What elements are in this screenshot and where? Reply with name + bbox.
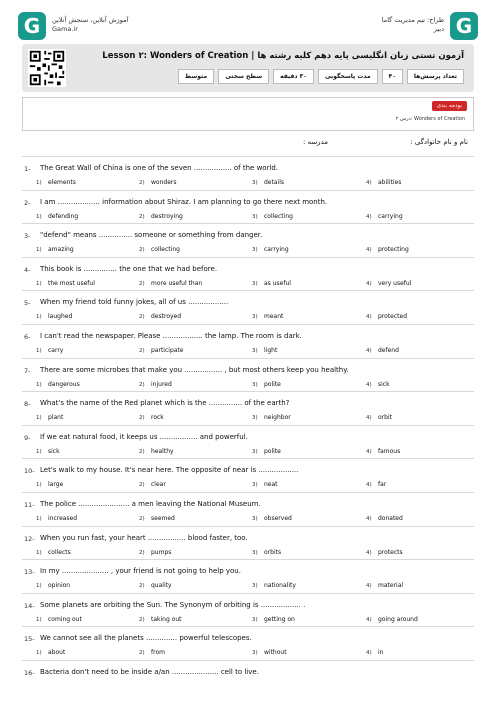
duration-value: ۳۰ دقیقه	[273, 69, 314, 84]
exam-meta	[178, 69, 464, 84]
option-text: getting on	[264, 615, 295, 623]
question-item	[22, 324, 474, 358]
option-text: details	[264, 179, 284, 186]
answer-option[interactable]	[139, 246, 180, 253]
option-text: amazing	[48, 246, 74, 254]
option-text: orbit	[378, 414, 392, 422]
option-text: pumps	[151, 548, 172, 556]
option-number: 1)	[36, 280, 42, 287]
option-text: abilities	[378, 179, 402, 186]
answer-option[interactable]	[36, 448, 60, 455]
question-item	[22, 391, 474, 425]
answer-option[interactable]	[139, 582, 172, 589]
exam-info-panel	[22, 44, 474, 92]
answer-option[interactable]	[252, 179, 284, 186]
option-number: 4)	[366, 616, 372, 623]
option-text: observed	[264, 514, 292, 522]
option-number: 2)	[139, 650, 145, 657]
option-number: 3)	[252, 650, 258, 657]
question-number: 1-	[24, 165, 31, 173]
answer-option[interactable]	[139, 381, 172, 388]
option-number: 2)	[139, 482, 145, 489]
question-text: I am ................... information about Shiraz. I am planning to go there next month.	[40, 197, 328, 206]
option-text: defend	[378, 346, 399, 354]
option-number: 3)	[252, 583, 258, 590]
option-number: 4)	[366, 515, 372, 522]
answer-option[interactable]	[139, 313, 181, 320]
option-text: material	[378, 582, 404, 590]
answer-option[interactable]	[36, 280, 95, 287]
option-number: 1)	[36, 213, 42, 220]
option-number: 2)	[139, 247, 145, 254]
option-text: orbits	[264, 548, 282, 556]
question-number: 7-	[24, 366, 31, 375]
answer-option[interactable]	[36, 246, 74, 253]
question-item	[22, 190, 474, 224]
option-text: collecting	[151, 246, 180, 254]
option-text: injured	[151, 380, 172, 388]
option-number: 4)	[366, 314, 372, 321]
question-number: 14-	[24, 601, 35, 610]
option-number: 1)	[36, 650, 42, 657]
answer-option[interactable]	[36, 347, 63, 354]
option-number: 4)	[366, 448, 372, 455]
option-number: 2)	[139, 583, 145, 590]
option-number: 1)	[36, 549, 42, 556]
question-text: "defend" means ............... someone or something from danger.	[40, 231, 263, 240]
answer-option[interactable]	[366, 616, 418, 623]
question-list	[22, 156, 474, 694]
question-number: 15-	[24, 635, 35, 644]
option-number: 4)	[366, 247, 372, 254]
question-number: 8-	[24, 400, 31, 409]
option-number: 1)	[36, 415, 42, 422]
option-number: 3)	[252, 515, 258, 522]
option-text: destroying	[151, 212, 183, 220]
answer-option[interactable]	[366, 515, 403, 522]
question-text: This book is ............... the one that we had before.	[40, 264, 218, 273]
question-text: I can't read the newspaper. Please .................. the lamp. The room is dark.	[40, 331, 302, 340]
answer-option[interactable]	[366, 347, 399, 354]
option-number: 3)	[252, 247, 258, 254]
option-number: 4)	[366, 415, 372, 422]
option-text: protects	[378, 548, 403, 556]
option-number: 1)	[36, 448, 42, 455]
option-text: plant	[48, 414, 64, 422]
option-text: seemed	[151, 514, 175, 522]
option-text: rock	[151, 414, 164, 422]
answer-option[interactable]	[252, 347, 277, 354]
answer-option[interactable]	[252, 515, 292, 522]
answer-option[interactable]	[252, 549, 281, 556]
option-text: in	[378, 649, 384, 657]
question-item	[22, 559, 474, 593]
option-text: polite	[264, 447, 281, 455]
option-number: 3)	[252, 549, 258, 556]
answer-option[interactable]	[252, 582, 296, 589]
option-text: taking out	[151, 615, 182, 623]
question-number: 2-	[24, 198, 31, 207]
answer-option[interactable]	[252, 616, 295, 623]
answer-option[interactable]	[36, 481, 63, 488]
qr-code-icon[interactable]	[28, 49, 66, 87]
option-number: 3)	[252, 213, 258, 220]
option-number: 4)	[366, 213, 372, 220]
question-number: 5-	[24, 299, 31, 308]
answer-option[interactable]	[36, 313, 72, 320]
brand-site[interactable]: Gama.ir	[52, 25, 78, 33]
answer-option[interactable]	[252, 414, 291, 421]
question-item	[22, 593, 474, 627]
question-text: There are some microbes that make you ................. , but most others keep you healthy.	[40, 365, 349, 374]
lesson-label: درس ۲: Wonders of Creation	[395, 116, 465, 122]
question-number: 4-	[24, 265, 31, 274]
answer-option[interactable]	[252, 448, 281, 455]
answer-option[interactable]	[36, 213, 78, 220]
question-item	[22, 425, 474, 459]
option-number: 2)	[139, 616, 145, 623]
difficulty-label: سطح سختی	[218, 69, 269, 84]
option-text: carrying	[264, 246, 289, 254]
answer-option[interactable]	[252, 313, 283, 320]
school-label: مدرسه :	[302, 138, 328, 146]
answer-option[interactable]	[139, 649, 165, 656]
question-number: 3-	[24, 232, 31, 241]
option-text: healthy	[151, 447, 174, 455]
answer-option[interactable]	[139, 347, 183, 354]
option-text: more useful than	[151, 279, 203, 287]
question-text: In my ..................... , your friend is not going to help you.	[40, 567, 241, 576]
option-number: 2)	[139, 347, 145, 354]
option-text: participate	[151, 346, 184, 354]
option-number: 2)	[139, 549, 145, 556]
difficulty-value: متوسط	[178, 69, 214, 84]
option-text: as useful	[264, 279, 291, 287]
answer-option[interactable]	[139, 616, 182, 623]
answer-option[interactable]	[366, 381, 390, 388]
answer-option[interactable]	[366, 481, 386, 488]
answer-option[interactable]	[252, 213, 293, 220]
option-number: 3)	[252, 180, 258, 186]
option-number: 1)	[36, 515, 42, 522]
option-number: 2)	[139, 415, 145, 422]
answer-option[interactable]	[36, 515, 77, 522]
option-text: from	[151, 649, 165, 657]
answer-option[interactable]	[139, 481, 166, 488]
question-number: 6-	[24, 332, 31, 341]
option-number: 4)	[366, 650, 372, 657]
question-item	[22, 660, 474, 694]
option-number: 4)	[366, 347, 372, 354]
option-number: 1)	[36, 583, 42, 590]
answer-option[interactable]	[366, 582, 403, 589]
answer-option[interactable]	[366, 246, 409, 253]
option-number: 4)	[366, 381, 372, 388]
budget-section	[22, 97, 474, 131]
option-text: clear	[151, 481, 166, 489]
answer-option[interactable]	[36, 582, 70, 589]
option-text: nationality	[264, 582, 296, 590]
option-number: 3)	[252, 347, 258, 354]
question-text: What's the name of the Red planet which is the ............... of the earth?	[40, 399, 290, 408]
option-number: 4)	[366, 280, 372, 287]
option-number: 3)	[252, 415, 258, 422]
option-number: 2)	[139, 381, 145, 388]
answer-option[interactable]	[252, 649, 287, 656]
option-number: 4)	[366, 549, 372, 556]
brand-tagline: آموزش آنلاین، سنجش آنلاین	[52, 16, 129, 24]
option-text: wonders	[151, 179, 177, 186]
question-number: 11-	[24, 500, 35, 509]
question-item	[22, 156, 474, 190]
option-text: defending	[48, 212, 79, 220]
brand-left	[52, 16, 128, 34]
budget-badge: بودجه بندی	[432, 101, 467, 111]
option-text: sick	[378, 380, 390, 388]
option-number: 3)	[252, 314, 258, 321]
option-text: protected	[378, 313, 408, 321]
option-text: destroyed	[151, 313, 182, 321]
question-text: We cannot see all the planets .............. powerful telescopes.	[40, 634, 252, 643]
question-text: The Great Wall of China is one of the seven ................. of the world.	[40, 164, 279, 172]
answer-option[interactable]	[139, 280, 202, 287]
answer-option[interactable]	[366, 414, 392, 421]
student-name-label: نام و نام خانوادگی :	[410, 138, 468, 146]
question-text: The police ....................... a men leaving the National Museum.	[40, 499, 261, 508]
option-number: 4)	[366, 583, 372, 590]
option-number: 1)	[36, 314, 42, 321]
duration-label: مدت پاسخگویی	[318, 69, 378, 84]
answer-option[interactable]	[36, 414, 63, 421]
question-text: Bacteria don't need to be inside a/an ..................... cell to live.	[40, 667, 259, 676]
question-text: When you run fast, your heart ................. blood faster, too.	[40, 533, 248, 542]
answer-option[interactable]	[252, 280, 291, 287]
option-text: opinion	[48, 582, 71, 590]
option-number: 2)	[139, 515, 145, 522]
option-text: protecting	[378, 246, 409, 254]
option-text: sick	[48, 447, 60, 455]
option-number: 2)	[139, 314, 145, 321]
answer-option[interactable]	[36, 616, 82, 623]
question-text: When my friend told funny jokes, all of us ..................	[40, 298, 229, 307]
option-text: famous	[378, 447, 401, 455]
option-text: going around	[378, 615, 418, 623]
option-number: 2)	[139, 180, 145, 186]
option-text: collects	[48, 548, 71, 556]
answer-option[interactable]	[366, 313, 407, 320]
option-text: donated	[378, 514, 403, 522]
question-number: 16-	[24, 668, 35, 677]
answer-option[interactable]	[252, 481, 278, 488]
answer-option[interactable]	[36, 649, 65, 656]
option-text: quality	[151, 582, 172, 590]
answer-option[interactable]	[139, 448, 174, 455]
question-item	[22, 223, 474, 257]
option-text: about	[48, 649, 66, 657]
option-text: polite	[264, 380, 281, 388]
option-text: coming out	[48, 615, 82, 623]
answer-option[interactable]	[366, 179, 401, 186]
option-number: 1)	[36, 482, 42, 489]
option-text: elements	[48, 179, 76, 186]
answer-option[interactable]	[139, 179, 176, 186]
option-text: far	[378, 481, 387, 489]
answer-option[interactable]	[252, 246, 289, 253]
answer-option[interactable]	[366, 213, 403, 220]
option-number: 1)	[36, 180, 42, 186]
teacher-line: دبیر	[433, 25, 444, 33]
option-number: 3)	[252, 616, 258, 623]
option-number: 1)	[36, 247, 42, 254]
answer-option[interactable]	[36, 179, 76, 186]
option-text: carrying	[378, 212, 403, 220]
option-text: without	[264, 649, 287, 657]
option-text: light	[264, 346, 278, 354]
option-number: 1)	[36, 381, 42, 388]
answer-option[interactable]	[366, 649, 383, 656]
option-text: collecting	[264, 212, 293, 220]
answer-option[interactable]	[366, 280, 411, 287]
option-number: 3)	[252, 448, 258, 455]
answer-option[interactable]	[139, 414, 164, 421]
gama-logo-icon: G	[18, 12, 46, 40]
answer-option[interactable]	[36, 381, 80, 388]
option-text: laughed	[48, 313, 73, 321]
answer-option[interactable]	[252, 381, 281, 388]
question-item	[22, 626, 474, 660]
option-number: 2)	[139, 448, 145, 455]
question-item	[22, 290, 474, 324]
gama-logo-icon: G	[450, 12, 478, 40]
question-item	[22, 358, 474, 392]
answer-option[interactable]	[139, 213, 183, 220]
option-number: 2)	[139, 213, 145, 220]
option-number: 4)	[366, 180, 372, 186]
question-number: 12-	[24, 534, 35, 543]
designer-line: طراح: تیم مدیریت گاما	[381, 16, 444, 24]
question-count-value: ۴۰	[382, 69, 403, 84]
exam-title: آزمون تستی زبان انگلیسی پایه دهم کلیه رشته ها | Lesson ۲: Wonders of Creation	[102, 51, 464, 61]
option-number: 3)	[252, 381, 258, 388]
option-text: large	[48, 481, 64, 489]
answer-option[interactable]	[36, 549, 71, 556]
option-text: the most useful	[48, 279, 95, 287]
question-number: 10-	[24, 467, 35, 476]
option-number: 1)	[36, 347, 42, 354]
designer-info	[382, 16, 444, 34]
option-text: neighbor	[264, 414, 291, 422]
option-text: meant	[264, 313, 284, 321]
option-text: dangerous	[48, 380, 80, 388]
option-text: neat	[264, 481, 278, 489]
question-item	[22, 526, 474, 560]
question-item	[22, 492, 474, 526]
option-number: 1)	[36, 616, 42, 623]
answer-option[interactable]	[139, 515, 175, 522]
answer-option[interactable]	[366, 448, 400, 455]
option-number: 3)	[252, 482, 258, 489]
option-number: 4)	[366, 482, 372, 489]
option-text: very useful	[378, 279, 412, 287]
option-text: carry	[48, 346, 64, 354]
option-number: 2)	[139, 280, 145, 287]
answer-option[interactable]	[366, 549, 403, 556]
question-item	[22, 458, 474, 492]
question-number: 9-	[24, 433, 31, 442]
option-number: 3)	[252, 280, 258, 287]
question-number: 13-	[24, 568, 35, 577]
question-text: Some planets are orbiting the Sun. The Synonym of orbiting is .................. .	[40, 600, 306, 609]
answer-option[interactable]	[139, 549, 171, 556]
question-item	[22, 257, 474, 291]
question-text: Let's walk to my house. It's near here. The opposite of near is ..................	[40, 466, 299, 475]
question-count-label: تعداد پرسش‌ها	[407, 69, 464, 84]
option-text: increased	[48, 514, 78, 522]
question-text: If we eat natural food, it keeps us ................. and powerful.	[40, 432, 248, 441]
